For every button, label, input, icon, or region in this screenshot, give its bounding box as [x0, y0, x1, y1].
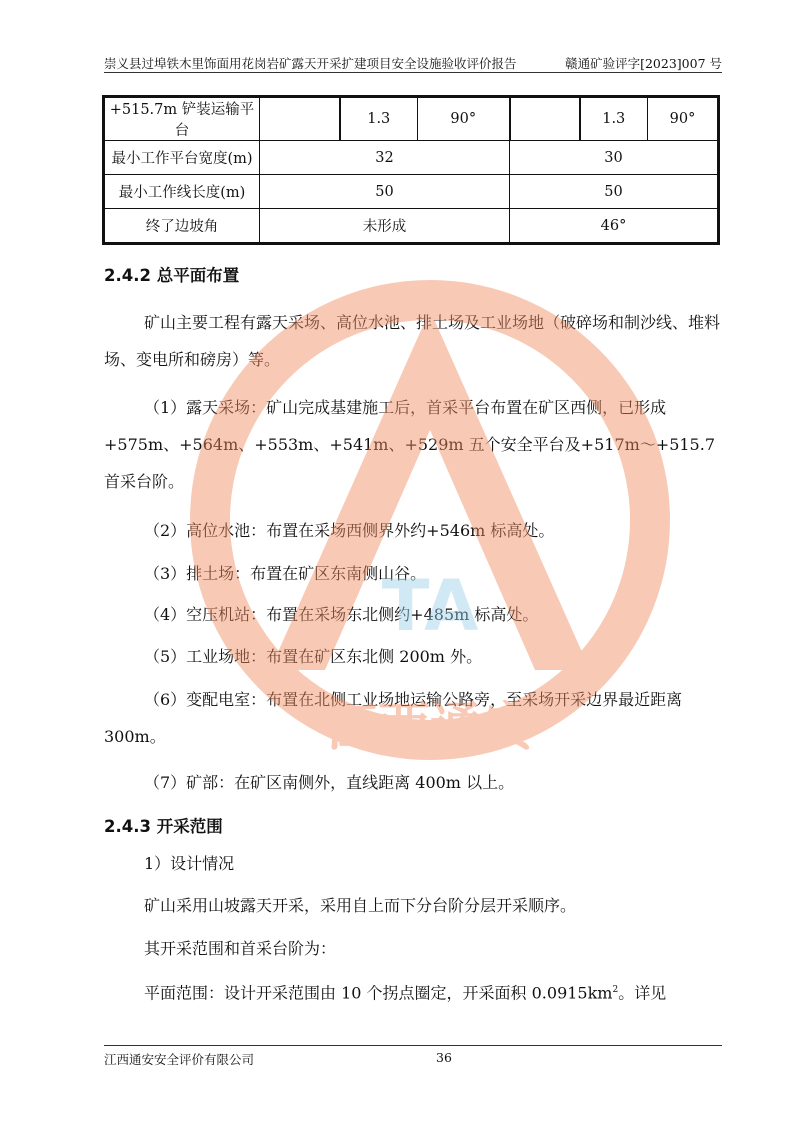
row-label: 最小工作线长度(m): [105, 175, 260, 209]
section-heading: 2.4.3 开采范围: [104, 817, 223, 836]
page-header: [104, 50, 722, 73]
table-cell: [510, 98, 580, 141]
paragraph-text: 平面范围：设计开采范围由 10 个拐点圈定，开采面积 0.0915km: [144, 983, 613, 1003]
table-cell: 32: [260, 141, 510, 175]
table-row: [105, 175, 718, 209]
parameter-table: [104, 97, 718, 243]
table-cell: 46°: [510, 209, 718, 243]
table-row: [105, 209, 718, 243]
table-cell: 50: [260, 175, 510, 209]
list-item: （2）高位水池：布置在采场西侧界外约+546m 标高处。: [144, 521, 555, 540]
row-label: 终了边坡角: [105, 209, 260, 243]
footer-company: 江西通安安全评价有限公司: [104, 1052, 255, 1067]
table-cell: 30: [510, 141, 718, 175]
table-cell: [260, 98, 340, 141]
list-item: （4）空压机站：布置在采场东北侧约+485m 标高处。: [144, 605, 539, 624]
table-row: [105, 98, 718, 141]
superscript: 2: [612, 985, 619, 995]
table-cell: 未形成: [260, 209, 510, 243]
table-cell: 90°: [648, 98, 718, 141]
list-item: （1）露天采场：矿山完成基建施工后，首采平台布置在矿区西侧，已形成+575m、+564m、+553m、+541m、+529m 五个安全平台及+517m～+515.7 首采台阶。: [104, 398, 716, 491]
paragraph: 其开采范围和首采台阶为：: [144, 939, 337, 958]
seal-letters: TA: [381, 565, 479, 647]
row-label: +515.7m 铲装运输平台: [105, 98, 260, 141]
section-heading: 2.4.2 总平面布置: [104, 266, 240, 285]
row-label: 最小工作平台宽度(m): [105, 141, 260, 175]
subheading: 1）设计情况: [144, 854, 235, 873]
page-number: 36: [436, 1050, 452, 1065]
table-cell: 90°: [418, 98, 510, 141]
table-cell: 1.3: [340, 98, 418, 141]
header-doc-number: 赣通矿验评字[2023]007 号: [565, 56, 722, 71]
paragraph: [104, 972, 724, 1011]
header-title: 崇义县过埠铁木里饰面用花岗岩矿露天开采扩建项目安全设施验收评价报告: [104, 56, 517, 71]
list-item: （7）矿部：在矿区南侧外，直线距离 400m 以上。: [144, 773, 515, 792]
list-item: （5）工业场地：布置在矿区东北侧 200m 外。: [144, 647, 483, 666]
table-cell: 1.3: [580, 98, 648, 141]
seal-text: 江西通安: [325, 698, 535, 758]
paragraph: 矿山主要工程有露天采场、高位水池、排土场及工业场地（破碎场和制沙线、堆料场、变电所和磅房）等。: [104, 313, 721, 369]
paragraph: 矿山采用山坡露天开采，采用自上而下分台阶分层开采顺序。: [144, 896, 577, 915]
list-item: （6）变配电室：布置在北侧工业场地运输公路旁，至采场开采边界最近距离 300m。: [104, 690, 683, 746]
list-item: （3）排土场：布置在矿区东南侧山谷。: [144, 564, 427, 583]
table-row: [105, 141, 718, 175]
table-cell: 50: [510, 175, 718, 209]
page-footer: [104, 1045, 722, 1068]
paragraph-text: 。详见: [618, 983, 667, 1003]
